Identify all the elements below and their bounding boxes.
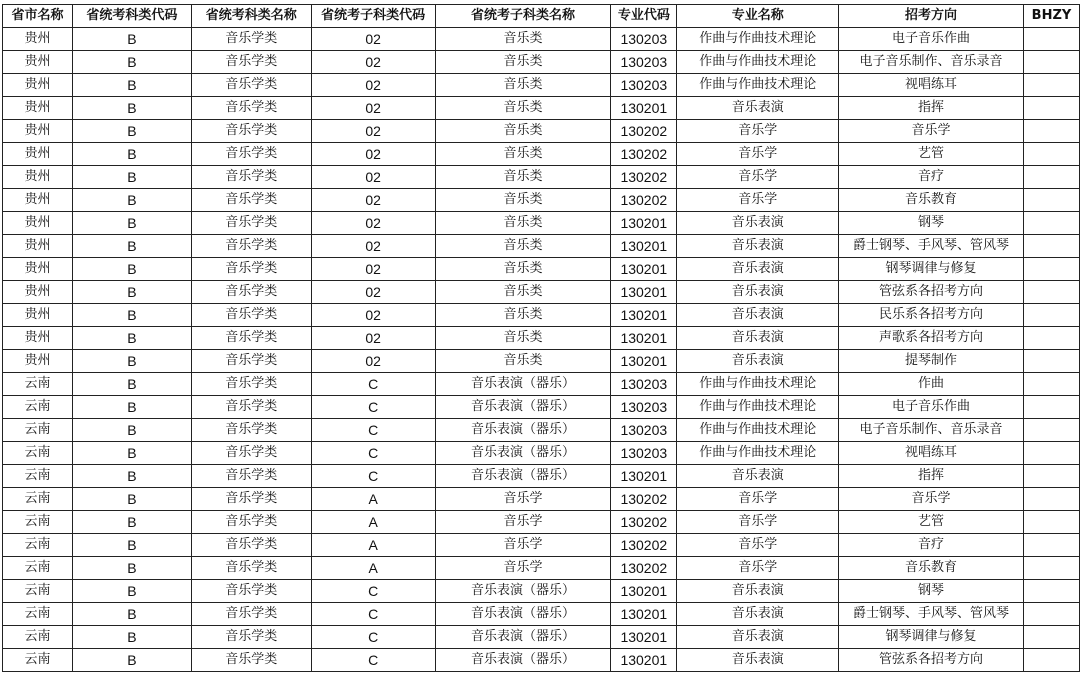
table-row [3,189,1080,212]
cell-category-code: B [72,649,191,672]
cell-subcategory-code: 02 [311,235,435,258]
table-body [3,28,1080,672]
table-row [3,603,1080,626]
header-row [3,5,1080,28]
cell-subcategory-code: C [311,373,435,396]
header-direction: 招考方向 [839,5,1024,28]
cell-direction: 音乐学 [839,120,1024,143]
cell-category-name: 音乐学类 [191,327,311,350]
cell-category-code: B [72,258,191,281]
cell-bhzy [1024,189,1080,212]
cell-bhzy [1024,51,1080,74]
cell-category-name: 音乐学类 [191,580,311,603]
cell-major-code: 130201 [611,327,677,350]
cell-bhzy [1024,580,1080,603]
cell-category-code: B [72,626,191,649]
cell-direction: 电子音乐作曲 [839,28,1024,51]
cell-province: 贵州 [3,97,73,120]
cell-direction: 声歌系各招考方向 [839,327,1024,350]
cell-major-code: 130201 [611,97,677,120]
cell-direction: 作曲 [839,373,1024,396]
cell-province: 贵州 [3,51,73,74]
cell-subcategory-name: 音乐表演（器乐） [435,626,611,649]
cell-subcategory-code: 02 [311,327,435,350]
cell-major-name: 音乐表演 [677,304,839,327]
cell-direction: 爵士钢琴、手风琴、管风琴 [839,235,1024,258]
header-category-code: 省统考科类代码 [72,5,191,28]
table-row [3,580,1080,603]
cell-category-code: B [72,327,191,350]
cell-bhzy [1024,442,1080,465]
cell-major-code: 130201 [611,465,677,488]
cell-province: 贵州 [3,120,73,143]
cell-subcategory-name: 音乐学 [435,511,611,534]
cell-subcategory-code: 02 [311,28,435,51]
table-row [3,649,1080,672]
cell-category-name: 音乐学类 [191,28,311,51]
cell-category-code: B [72,511,191,534]
cell-bhzy [1024,626,1080,649]
cell-province: 云南 [3,465,73,488]
cell-category-code: B [72,419,191,442]
cell-major-name: 音乐学 [677,120,839,143]
cell-category-name: 音乐学类 [191,442,311,465]
cell-major-code: 130201 [611,235,677,258]
cell-province: 贵州 [3,327,73,350]
cell-subcategory-name: 音乐表演（器乐） [435,580,611,603]
cell-bhzy [1024,258,1080,281]
cell-bhzy [1024,281,1080,304]
cell-major-name: 音乐表演 [677,626,839,649]
cell-province: 贵州 [3,166,73,189]
cell-category-code: B [72,166,191,189]
cell-direction: 管弦系各招考方向 [839,281,1024,304]
cell-subcategory-code: C [311,465,435,488]
cell-major-code: 130203 [611,74,677,97]
table-row [3,396,1080,419]
cell-category-code: B [72,442,191,465]
cell-major-name: 作曲与作曲技术理论 [677,419,839,442]
cell-category-name: 音乐学类 [191,649,311,672]
cell-category-name: 音乐学类 [191,304,311,327]
cell-subcategory-code: 02 [311,97,435,120]
cell-major-name: 音乐学 [677,557,839,580]
cell-direction: 钢琴调律与修复 [839,258,1024,281]
cell-major-name: 作曲与作曲技术理论 [677,74,839,97]
cell-major-code: 130203 [611,419,677,442]
cell-direction: 钢琴调律与修复 [839,626,1024,649]
cell-category-name: 音乐学类 [191,281,311,304]
cell-category-name: 音乐学类 [191,511,311,534]
table-row [3,120,1080,143]
cell-province: 贵州 [3,212,73,235]
table-row [3,97,1080,120]
table-row [3,143,1080,166]
cell-subcategory-name: 音乐类 [435,350,611,373]
cell-category-name: 音乐学类 [191,51,311,74]
cell-category-code: B [72,534,191,557]
cell-subcategory-code: A [311,557,435,580]
cell-province: 贵州 [3,189,73,212]
cell-major-name: 音乐表演 [677,350,839,373]
cell-bhzy [1024,166,1080,189]
cell-bhzy [1024,373,1080,396]
header-bhzy: BHZY [1024,5,1080,28]
header-major-name: 专业名称 [677,5,839,28]
cell-direction: 民乐系各招考方向 [839,304,1024,327]
cell-major-code: 130201 [611,649,677,672]
cell-subcategory-name: 音乐类 [435,143,611,166]
cell-category-code: B [72,212,191,235]
cell-bhzy [1024,488,1080,511]
cell-subcategory-code: 02 [311,350,435,373]
cell-major-code: 130201 [611,603,677,626]
cell-major-name: 作曲与作曲技术理论 [677,373,839,396]
table-row [3,419,1080,442]
cell-province: 云南 [3,373,73,396]
cell-subcategory-code: C [311,649,435,672]
cell-category-code: B [72,488,191,511]
cell-subcategory-code: 02 [311,51,435,74]
cell-major-name: 音乐表演 [677,580,839,603]
cell-major-code: 130202 [611,120,677,143]
cell-direction: 视唱练耳 [839,74,1024,97]
table-row [3,557,1080,580]
cell-category-name: 音乐学类 [191,350,311,373]
cell-subcategory-name: 音乐表演（器乐） [435,649,611,672]
cell-subcategory-name: 音乐学 [435,534,611,557]
cell-category-code: B [72,143,191,166]
cell-major-name: 音乐学 [677,143,839,166]
cell-major-code: 130201 [611,350,677,373]
cell-category-code: B [72,189,191,212]
cell-province: 云南 [3,396,73,419]
cell-major-code: 130203 [611,51,677,74]
cell-major-name: 音乐学 [677,511,839,534]
cell-bhzy [1024,74,1080,97]
cell-subcategory-code: 02 [311,120,435,143]
cell-category-name: 音乐学类 [191,534,311,557]
cell-province: 云南 [3,488,73,511]
cell-subcategory-name: 音乐学 [435,488,611,511]
cell-bhzy [1024,465,1080,488]
cell-major-code: 130202 [611,488,677,511]
header-category-name: 省统考科类名称 [191,5,311,28]
cell-subcategory-name: 音乐表演（器乐） [435,419,611,442]
cell-subcategory-name: 音乐表演（器乐） [435,603,611,626]
cell-category-name: 音乐学类 [191,189,311,212]
cell-category-code: B [72,28,191,51]
cell-bhzy [1024,603,1080,626]
cell-category-name: 音乐学类 [191,143,311,166]
cell-bhzy [1024,649,1080,672]
cell-category-name: 音乐学类 [191,396,311,419]
cell-bhzy [1024,97,1080,120]
cell-bhzy [1024,557,1080,580]
cell-category-name: 音乐学类 [191,488,311,511]
cell-province: 贵州 [3,304,73,327]
cell-major-name: 音乐表演 [677,235,839,258]
cell-bhzy [1024,534,1080,557]
cell-category-code: B [72,396,191,419]
cell-major-code: 130201 [611,212,677,235]
cell-major-code: 130202 [611,557,677,580]
cell-bhzy [1024,143,1080,166]
cell-bhzy [1024,235,1080,258]
cell-bhzy [1024,396,1080,419]
cell-subcategory-name: 音乐学 [435,557,611,580]
cell-category-code: B [72,97,191,120]
cell-subcategory-name: 音乐表演（器乐） [435,373,611,396]
cell-bhzy [1024,327,1080,350]
cell-subcategory-code: 02 [311,258,435,281]
table-row [3,511,1080,534]
table-row [3,488,1080,511]
cell-major-name: 音乐表演 [677,603,839,626]
cell-province: 云南 [3,580,73,603]
table-row [3,258,1080,281]
cell-category-code: B [72,373,191,396]
cell-subcategory-name: 音乐类 [435,212,611,235]
table-row [3,281,1080,304]
cell-major-code: 130201 [611,258,677,281]
cell-category-name: 音乐学类 [191,603,311,626]
cell-direction: 电子音乐制作、音乐录音 [839,419,1024,442]
cell-major-name: 音乐学 [677,166,839,189]
cell-direction: 音乐教育 [839,189,1024,212]
cell-category-code: B [72,465,191,488]
cell-bhzy [1024,350,1080,373]
cell-province: 云南 [3,649,73,672]
cell-direction: 钢琴 [839,580,1024,603]
cell-subcategory-code: C [311,419,435,442]
cell-direction: 管弦系各招考方向 [839,649,1024,672]
cell-major-name: 作曲与作曲技术理论 [677,28,839,51]
cell-direction: 音疗 [839,166,1024,189]
cell-direction: 指挥 [839,465,1024,488]
cell-subcategory-name: 音乐类 [435,258,611,281]
cell-major-name: 作曲与作曲技术理论 [677,51,839,74]
cell-major-code: 130201 [611,626,677,649]
cell-direction: 艺管 [839,511,1024,534]
cell-major-code: 130202 [611,511,677,534]
cell-subcategory-code: C [311,442,435,465]
cell-subcategory-code: 02 [311,166,435,189]
cell-major-code: 130203 [611,442,677,465]
cell-major-code: 130202 [611,534,677,557]
cell-province: 云南 [3,626,73,649]
cell-major-name: 音乐学 [677,488,839,511]
cell-category-name: 音乐学类 [191,120,311,143]
cell-subcategory-name: 音乐类 [435,166,611,189]
cell-province: 云南 [3,534,73,557]
cell-direction: 钢琴 [839,212,1024,235]
cell-direction: 音乐学 [839,488,1024,511]
cell-category-name: 音乐学类 [191,465,311,488]
cell-subcategory-name: 音乐类 [435,235,611,258]
cell-subcategory-code: 02 [311,189,435,212]
table-row [3,51,1080,74]
cell-subcategory-name: 音乐类 [435,281,611,304]
cell-category-code: B [72,603,191,626]
cell-subcategory-code: C [311,603,435,626]
cell-major-name: 作曲与作曲技术理论 [677,442,839,465]
cell-province: 贵州 [3,28,73,51]
table-row [3,74,1080,97]
cell-bhzy [1024,304,1080,327]
cell-bhzy [1024,28,1080,51]
cell-subcategory-name: 音乐类 [435,97,611,120]
cell-major-code: 130202 [611,143,677,166]
cell-province: 贵州 [3,235,73,258]
cell-subcategory-code: 02 [311,304,435,327]
cell-category-code: B [72,120,191,143]
cell-major-name: 作曲与作曲技术理论 [677,396,839,419]
table-row [3,442,1080,465]
table-row [3,327,1080,350]
cell-province: 贵州 [3,258,73,281]
table-row [3,465,1080,488]
cell-province: 云南 [3,511,73,534]
cell-direction: 视唱练耳 [839,442,1024,465]
cell-province: 云南 [3,442,73,465]
cell-subcategory-code: C [311,396,435,419]
cell-major-name: 音乐表演 [677,649,839,672]
cell-category-code: B [72,580,191,603]
cell-province: 云南 [3,603,73,626]
cell-category-name: 音乐学类 [191,419,311,442]
cell-subcategory-name: 音乐类 [435,304,611,327]
cell-subcategory-code: A [311,488,435,511]
cell-major-name: 音乐表演 [677,258,839,281]
cell-subcategory-code: 02 [311,143,435,166]
cell-subcategory-code: 02 [311,212,435,235]
cell-category-code: B [72,304,191,327]
cell-category-code: B [72,74,191,97]
cell-category-code: B [72,281,191,304]
cell-category-code: B [72,51,191,74]
cell-direction: 音乐教育 [839,557,1024,580]
header-subcategory-code: 省统考子科类代码 [311,5,435,28]
cell-direction: 提琴制作 [839,350,1024,373]
cell-direction: 艺管 [839,143,1024,166]
table-row [3,626,1080,649]
table-row [3,534,1080,557]
cell-major-name: 音乐表演 [677,212,839,235]
cell-subcategory-code: A [311,511,435,534]
cell-subcategory-name: 音乐类 [435,120,611,143]
cell-bhzy [1024,212,1080,235]
cell-province: 贵州 [3,143,73,166]
header-major-code: 专业代码 [611,5,677,28]
table-row [3,28,1080,51]
cell-direction: 指挥 [839,97,1024,120]
cell-bhzy [1024,120,1080,143]
cell-province: 贵州 [3,350,73,373]
cell-major-code: 130203 [611,396,677,419]
cell-subcategory-name: 音乐类 [435,74,611,97]
cell-subcategory-name: 音乐类 [435,189,611,212]
cell-subcategory-name: 音乐表演（器乐） [435,442,611,465]
cell-category-name: 音乐学类 [191,166,311,189]
cell-major-code: 130202 [611,166,677,189]
cell-category-name: 音乐学类 [191,212,311,235]
header-subcategory-name: 省统考子科类名称 [435,5,611,28]
cell-subcategory-code: A [311,534,435,557]
cell-bhzy [1024,511,1080,534]
cell-subcategory-code: 02 [311,74,435,97]
cell-major-code: 130202 [611,189,677,212]
cell-province: 云南 [3,419,73,442]
table-row [3,350,1080,373]
table-row [3,304,1080,327]
cell-category-code: B [72,235,191,258]
cell-category-code: B [72,557,191,580]
cell-subcategory-code: 02 [311,281,435,304]
cell-province: 贵州 [3,281,73,304]
cell-category-name: 音乐学类 [191,626,311,649]
cell-category-name: 音乐学类 [191,557,311,580]
cell-category-name: 音乐学类 [191,74,311,97]
cell-major-code: 130201 [611,304,677,327]
cell-major-code: 130203 [611,28,677,51]
cell-major-name: 音乐表演 [677,327,839,350]
table-row [3,235,1080,258]
cell-major-name: 音乐表演 [677,465,839,488]
cell-direction: 电子音乐作曲 [839,396,1024,419]
cell-major-code: 130201 [611,281,677,304]
cell-major-name: 音乐学 [677,189,839,212]
cell-subcategory-name: 音乐表演（器乐） [435,396,611,419]
header-province: 省市名称 [3,5,73,28]
cell-category-name: 音乐学类 [191,373,311,396]
table-row [3,212,1080,235]
cell-category-name: 音乐学类 [191,258,311,281]
cell-direction: 爵士钢琴、手风琴、管风琴 [839,603,1024,626]
cell-direction: 音疗 [839,534,1024,557]
cell-major-name: 音乐学 [677,534,839,557]
cell-subcategory-name: 音乐类 [435,51,611,74]
cell-direction: 电子音乐制作、音乐录音 [839,51,1024,74]
table-row [3,373,1080,396]
cell-province: 贵州 [3,74,73,97]
cell-category-code: B [72,350,191,373]
cell-subcategory-name: 音乐表演（器乐） [435,465,611,488]
cell-major-name: 音乐表演 [677,97,839,120]
cell-subcategory-code: C [311,580,435,603]
cell-bhzy [1024,419,1080,442]
admissions-table [2,4,1080,672]
cell-major-code: 130201 [611,580,677,603]
cell-category-name: 音乐学类 [191,235,311,258]
cell-province: 云南 [3,557,73,580]
cell-subcategory-name: 音乐类 [435,28,611,51]
cell-major-name: 音乐表演 [677,281,839,304]
cell-category-name: 音乐学类 [191,97,311,120]
cell-subcategory-name: 音乐类 [435,327,611,350]
table-row [3,166,1080,189]
cell-subcategory-code: C [311,626,435,649]
cell-major-code: 130203 [611,373,677,396]
